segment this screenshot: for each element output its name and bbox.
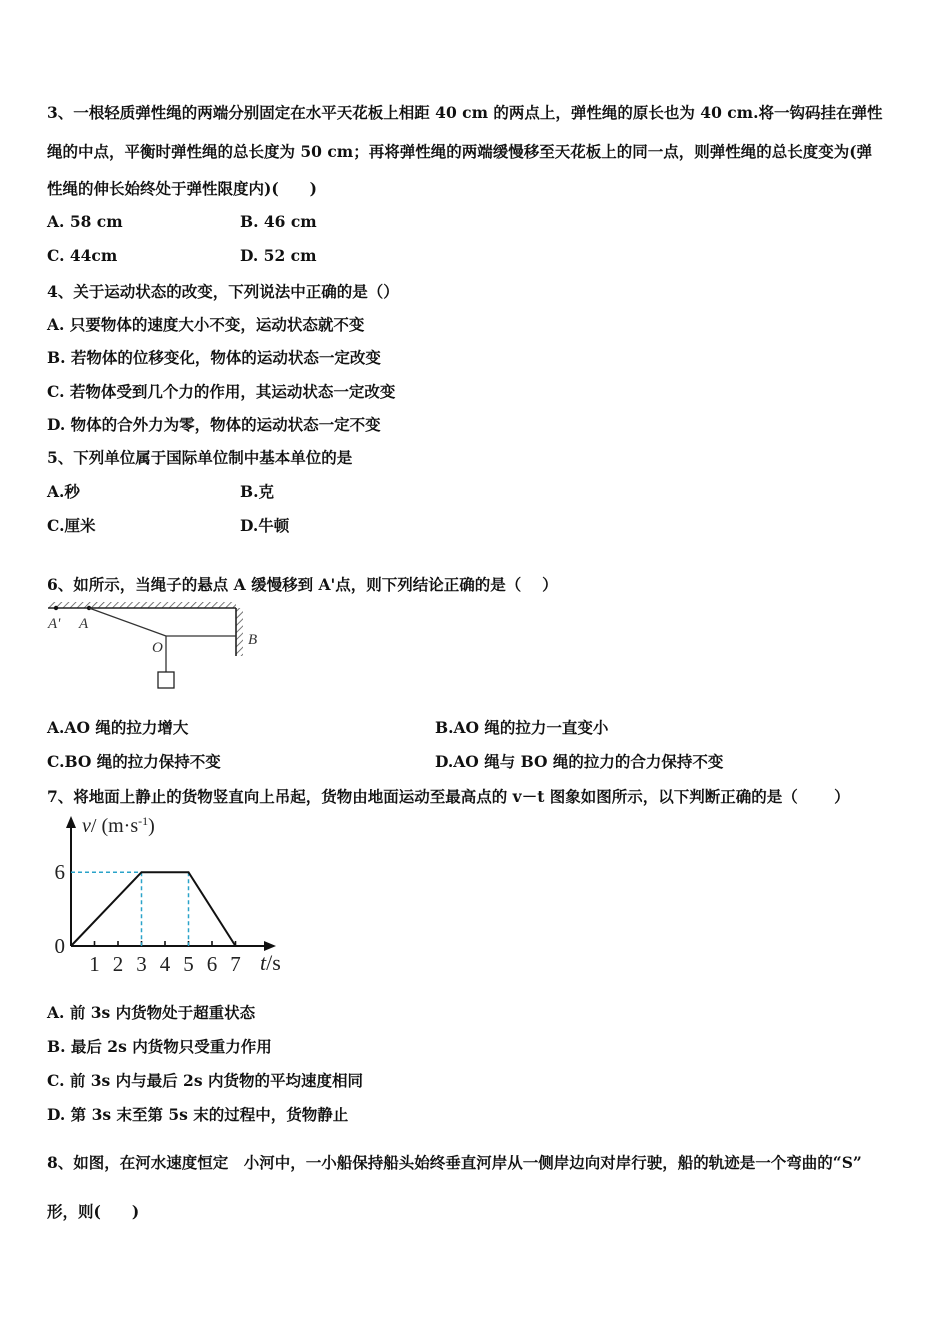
label-b: B [248, 632, 258, 648]
x-tick-label: 5 [183, 952, 194, 976]
x-tick-label: 2 [112, 952, 124, 976]
q4-option-a: A. 只要物体的速度大小不变，运动状态就不变 [47, 315, 365, 334]
x-axis-label: t/s [260, 950, 281, 975]
wall-hatch [236, 608, 243, 656]
rope-ao [89, 608, 166, 636]
y-axis-arrow [66, 816, 76, 828]
x-tick-label: 7 [230, 952, 241, 976]
q8-line-2: 形，则( ) [47, 1202, 140, 1221]
x-tick-label: 4 [159, 952, 171, 976]
label-a-prime: A' [48, 616, 61, 632]
hanging-weight [158, 672, 174, 688]
q5-stem: 5、下列单位属于国际单位制中基本单位的是 [47, 448, 353, 467]
q7-option-a: A. 前 3s 内货物处于超重状态 [47, 1003, 256, 1022]
q5-option-c: C.厘米 [47, 516, 96, 535]
q5-option-a: A.秒 [47, 482, 80, 501]
q7-option-d: D. 第 3s 末至第 5s 末的过程中，货物静止 [47, 1105, 349, 1124]
y-tick-label: 6 [54, 860, 65, 885]
q7-option-c: C. 前 3s 内与最后 2s 内货物的平均速度相同 [47, 1071, 363, 1090]
q4-stem: 4、关于运动状态的改变，下列说法中正确的是（） [47, 282, 399, 301]
ceiling-hatch [48, 602, 236, 608]
q6-option-d: D.AO 绳与 BO 绳的拉力的合力保持不变 [435, 752, 724, 771]
velocity-line [71, 872, 236, 946]
q4-option-c: C. 若物体受到几个力的作用，其运动状态一定改变 [47, 382, 396, 401]
q3-option-d: D. 52 cm [240, 246, 317, 265]
label-o: O [152, 640, 163, 656]
x-tick-label: 1 [89, 952, 100, 976]
q6-stem: 6、如所示，当绳子的悬点 A 缓慢移到 A'点，则下列结论正确的是（ ） [47, 575, 558, 594]
y-axis-label: v/ $(m\cdot s^{-1})$ [82, 814, 155, 837]
point-a-prime [54, 606, 58, 610]
x-tick-label: 3 [136, 952, 147, 976]
q3-option-c: C. 44cm [47, 246, 118, 265]
q6-option-c: C.BO 绳的拉力保持不变 [47, 752, 221, 771]
x-tick-label: 6 [206, 952, 218, 976]
q3-line-2: 绳的中点，平衡时弹性绳的总长度为 50 cm；再将弹性绳的两端缓慢移至天花板上的同一点，则弹性绳的总长度变为(弹 [47, 142, 873, 161]
q5-option-b: B.克 [240, 482, 274, 501]
q7-vt-chart [44, 810, 294, 980]
q8-line-1: 8、如图，在河水速度恒定 小河中，一小船保持船头始终垂直河岸从一侧岸边向对岸行驶，船的轨迹是一个弯曲的“S” [47, 1153, 862, 1172]
y-tick-label: 0 [54, 934, 65, 958]
q7-option-b: B. 最后 2s 内货物只受重力作用 [47, 1037, 272, 1056]
q3-line-3: 性绳的伸长始终处于弹性限度内)( ) [47, 179, 318, 198]
q6-rope-figure [44, 598, 274, 696]
q6-option-a: A.AO 绳的拉力增大 [47, 718, 189, 737]
q3-option-a: A. 58 cm [47, 212, 123, 231]
q6-option-b: B.AO 绳的拉力一直变小 [435, 718, 609, 737]
q5-option-d: D.牛顿 [240, 516, 290, 535]
q4-option-d: D. 物体的合外力为零，物体的运动状态一定不变 [47, 415, 381, 434]
q3-option-b: B. 46 cm [240, 212, 317, 231]
label-a: A [79, 616, 89, 632]
q7-stem: 7、将地面上静止的货物竖直向上吊起，货物由地面运动至最高点的 v－t 图象如图所示，以下判断正确的是（ ） [47, 787, 850, 806]
q3-line-1: 3、一根轻质弹性绳的两端分别固定在水平天花板上相距 40 cm 的两点上，弹性绳的原长也为 40 cm.将一钩码挂在弹性 [47, 103, 883, 122]
q4-option-b: B. 若物体的位移变化，物体的运动状态一定改变 [47, 348, 381, 367]
